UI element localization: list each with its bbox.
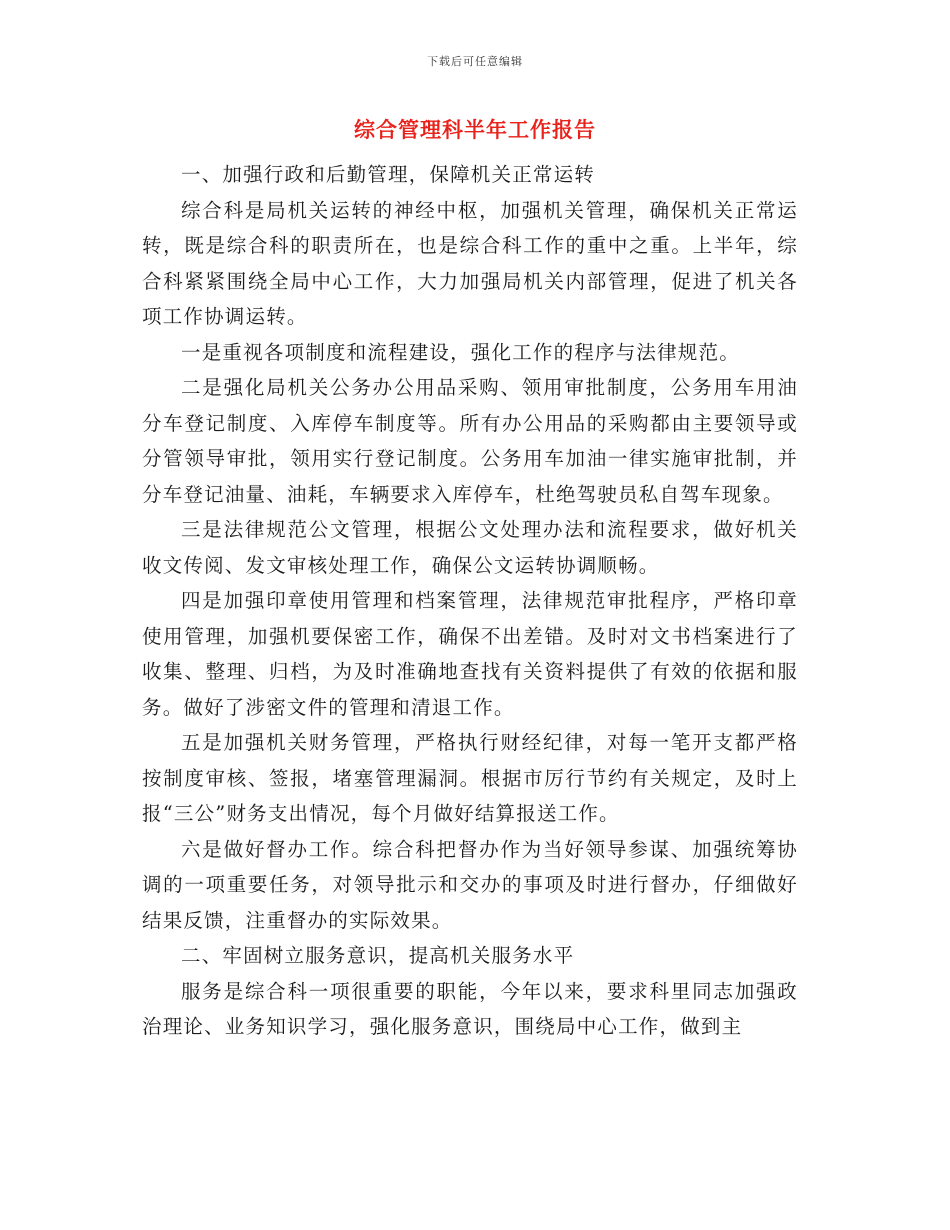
section-heading-1: 一、加强行政和后勤管理，保障机关正常运转 [181, 163, 596, 186]
paragraph-item-6: 六是做好督办工作。综合科把督办作为当好领导参谋、加强统筹协调的一项重要任务，对领导批示和交办的事项及时进行督办，仔细做好结果反馈，注重督办的实际效果。 [142, 837, 798, 932]
document-body [142, 157, 798, 1045]
paragraph-item-2: 二是强化局机关公务办公用品采购、领用审批制度，公务用车用油分车登记制度、入库停车制度等。所有办公用品的采购都由主要领导或分管领导审批，领用实行登记制度。公务用车加油一律实施审批制，并分车登记油量、油耗，车辆要求入库停车，杜绝驾驶员私自驾车现象。 [142, 376, 798, 506]
paragraph-intro: 综合科是局机关运转的神经中枢，加强机关管理，确保机关正常运转，既是综合科的职责所在，也是综合科工作的重中之重。上半年，综合科紧紧围绕全局中心工作，大力加强局机关内部管理，促进了机关各项工作协调运转。 [142, 198, 798, 328]
paragraph-item-4: 四是加强印章使用管理和档案管理，法律规范审批程序，严格印章使用管理，加强机要保密工作，确保不出差错。及时对文书档案进行了收集、整理、归档，为及时准确地查找有关资料提供了有效的依据和服务。做好了涉密文件的管理和清退工作。 [142, 589, 798, 719]
paragraph-service: 服务是综合科一项很重要的职能，今年以来，要求科里同志加强政治理论、业务知识学习，强化服务意识，围绕局中心工作，做到主 [142, 979, 798, 1038]
paragraph-item-3: 三是法律规范公文管理，根据公文处理办法和流程要求，做好机关收文传阅、发文审核处理工作，确保公文运转协调顺畅。 [142, 518, 798, 577]
document-title: 综合管理科半年工作报告 [354, 117, 596, 142]
section-heading-2: 二、牢固树立服务意识，提高机关服务水平 [181, 944, 575, 967]
paragraph-item-5: 五是加强机关财务管理，严格执行财经纪律，对每一笔开支都严格按制度审核、签报，堵塞管理漏洞。根据市厉行节约有关规定，及时上报“三公”财务支出情况，每个月做好结算报送工作。 [142, 731, 798, 825]
paragraph-item-1: 一是重视各项制度和流程建设，强化工作的程序与法律规范。 [181, 340, 740, 364]
header-note: 下载后可任意编辑 [427, 55, 523, 68]
